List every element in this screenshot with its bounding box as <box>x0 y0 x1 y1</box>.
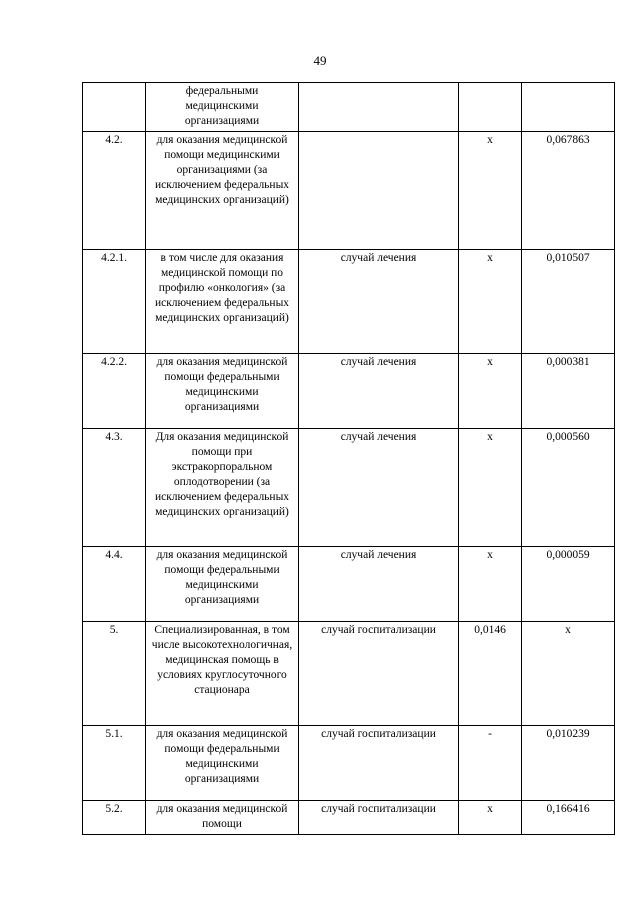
row-description: для оказания медицинской помощи федеральными медицинскими организациями <box>146 354 299 429</box>
row-value-1: х <box>459 801 522 835</box>
row-number: 5.2. <box>83 801 146 835</box>
row-number: 5. <box>83 622 146 726</box>
row-description: для оказания медицинской помощи федеральными медицинскими организациями <box>146 726 299 801</box>
row-description: Для оказания медицинской помощи при экстракорпоральном оплодотворении (за исключением федеральных медицинских организаций) <box>146 429 299 547</box>
row-value-1: х <box>459 250 522 354</box>
row-number: 4.2.1. <box>83 250 146 354</box>
row-description: федеральными медицинскими организациями <box>146 83 299 132</box>
row-unit <box>299 83 459 132</box>
row-value-1: х <box>459 354 522 429</box>
row-unit: случай лечения <box>299 354 459 429</box>
row-value-2: 0,000059 <box>522 547 615 622</box>
row-number: 4.2. <box>83 132 146 250</box>
row-value-2: 0,000560 <box>522 429 615 547</box>
table-row <box>83 801 615 835</box>
row-unit: случай лечения <box>299 250 459 354</box>
row-value-2: 0,067863 <box>522 132 615 250</box>
row-unit: случай госпитализации <box>299 801 459 835</box>
row-unit: случай госпитализации <box>299 622 459 726</box>
table-row <box>83 726 615 801</box>
row-value-2: х <box>522 622 615 726</box>
row-value-1 <box>459 83 522 132</box>
row-value-2: 0,010507 <box>522 250 615 354</box>
row-description: для оказания медицинской помощи <box>146 801 299 835</box>
row-value-1: х <box>459 429 522 547</box>
row-description: для оказания медицинской помощи медицинскими организациями (за исключением федеральных медицинских организаций) <box>146 132 299 250</box>
table-row <box>83 83 615 132</box>
row-unit: случай лечения <box>299 547 459 622</box>
row-unit: случай госпитализации <box>299 726 459 801</box>
row-number: 4.3. <box>83 429 146 547</box>
row-number: 5.1. <box>83 726 146 801</box>
row-number: 4.2.2. <box>83 354 146 429</box>
data-table <box>82 82 615 835</box>
row-unit <box>299 132 459 250</box>
row-unit: случай лечения <box>299 429 459 547</box>
row-value-2: 0,010239 <box>522 726 615 801</box>
row-value-1: х <box>459 132 522 250</box>
table-row <box>83 132 615 250</box>
table-row <box>83 250 615 354</box>
row-description: Специализированная, в том числе высокотехнологичная, медицинская помощь в условиях круглосуточного стационара <box>146 622 299 726</box>
row-value-1: х <box>459 547 522 622</box>
row-value-2 <box>522 83 615 132</box>
row-number: 4.4. <box>83 547 146 622</box>
row-number <box>83 83 146 132</box>
table-row <box>83 354 615 429</box>
row-value-2: 0,166416 <box>522 801 615 835</box>
page-number: 49 <box>313 53 327 68</box>
row-description: для оказания медицинской помощи федеральными медицинскими организациями <box>146 547 299 622</box>
row-value-2: 0,000381 <box>522 354 615 429</box>
row-value-1: 0,0146 <box>459 622 522 726</box>
table-row <box>83 429 615 547</box>
table-row <box>83 547 615 622</box>
row-value-1: - <box>459 726 522 801</box>
table-row <box>83 622 615 726</box>
row-description: в том числе для оказания медицинской помощи по профилю «онкология» (за исключением федеральных медицинских организаций) <box>146 250 299 354</box>
